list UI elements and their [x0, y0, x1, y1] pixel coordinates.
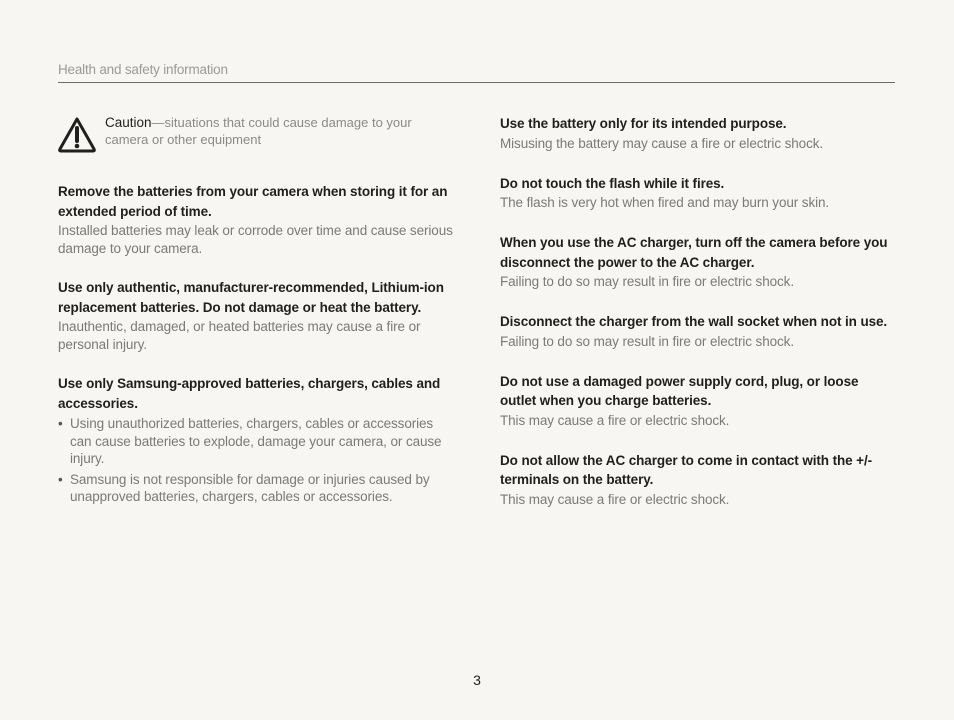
safety-item-body: This may cause a fire or electric shock.	[500, 412, 730, 428]
safety-item	[500, 174, 895, 213]
bullet-text: Samsung is not responsible for damage or injuries caused by unapproved batteries, chargers, cables or accessories.	[70, 471, 430, 504]
safety-item	[500, 233, 895, 291]
page-number: 3	[473, 672, 481, 688]
safety-item	[500, 114, 895, 153]
caution-notice	[58, 114, 458, 154]
safety-item	[58, 374, 458, 506]
caution-description: —situations that could cause damage to your camera or other equipment	[105, 115, 412, 147]
safety-item-body: The flash is very hot when fired and may burn your skin.	[500, 195, 830, 210]
safety-item-body: This may cause a fire or electric shock.	[500, 491, 730, 507]
safety-item-heading: Remove the batteries from your camera when storing it for an extended period of time.	[58, 184, 448, 219]
safety-item	[500, 451, 895, 509]
safety-item-heading: When you use the AC charger, turn off the camera before you disconnect the power to the AC charger.	[500, 235, 888, 270]
safety-item-heading: Do not touch the flash while it fires.	[500, 175, 725, 191]
warning-triangle-icon	[58, 116, 96, 154]
safety-item-body: Misusing the battery may cause a fire or electric shock.	[500, 135, 824, 151]
bullet-icon: •	[58, 471, 63, 487]
safety-item-body: Installed batteries may leak or corrode over time and cause serious damage to your camera.	[58, 223, 453, 256]
safety-item-body: Inauthentic, damaged, or heated batteries may cause a fire or personal injury.	[58, 319, 421, 352]
safety-item	[58, 182, 458, 258]
bullet-icon: •	[58, 416, 63, 431]
safety-item	[500, 372, 895, 430]
bullet-text: Using unauthorized batteries, chargers, cables or accessories can cause batteries to explode, damage your camera, or cause injury.	[70, 416, 442, 466]
safety-item-heading: Use the battery only for its intended purpose.	[500, 116, 787, 131]
safety-item-heading: Do not use a damaged power supply cord, plug, or loose outlet when you charge batteries.	[500, 373, 859, 408]
bullet-item	[58, 415, 458, 468]
safety-item	[58, 278, 458, 354]
left-column	[58, 114, 458, 526]
safety-item-body: Failing to do so may result in fire or electric shock.	[500, 333, 794, 349]
safety-item-heading: Use only Samsung-approved batteries, chargers, cables and accessories.	[58, 376, 441, 411]
safety-item-heading: Use only authentic, manufacturer-recommended, Lithium-ion replacement batteries. Do not damage or heat the battery.	[58, 280, 444, 315]
caution-text	[105, 114, 458, 148]
safety-item-body: Failing to do so may result in fire or electric shock.	[500, 274, 794, 289]
page-header	[58, 61, 895, 83]
bullet-list	[58, 415, 458, 506]
caution-label: Caution	[105, 115, 152, 130]
safety-item-heading: Disconnect the charger from the wall socket when not in use.	[500, 314, 888, 329]
right-column	[500, 114, 895, 530]
section-title: Health and safety information	[58, 62, 228, 77]
bullet-item	[58, 471, 458, 506]
safety-item-heading: Do not allow the AC charger to come in contact with the +/- terminals on the battery.	[500, 452, 873, 487]
safety-item	[500, 312, 895, 351]
